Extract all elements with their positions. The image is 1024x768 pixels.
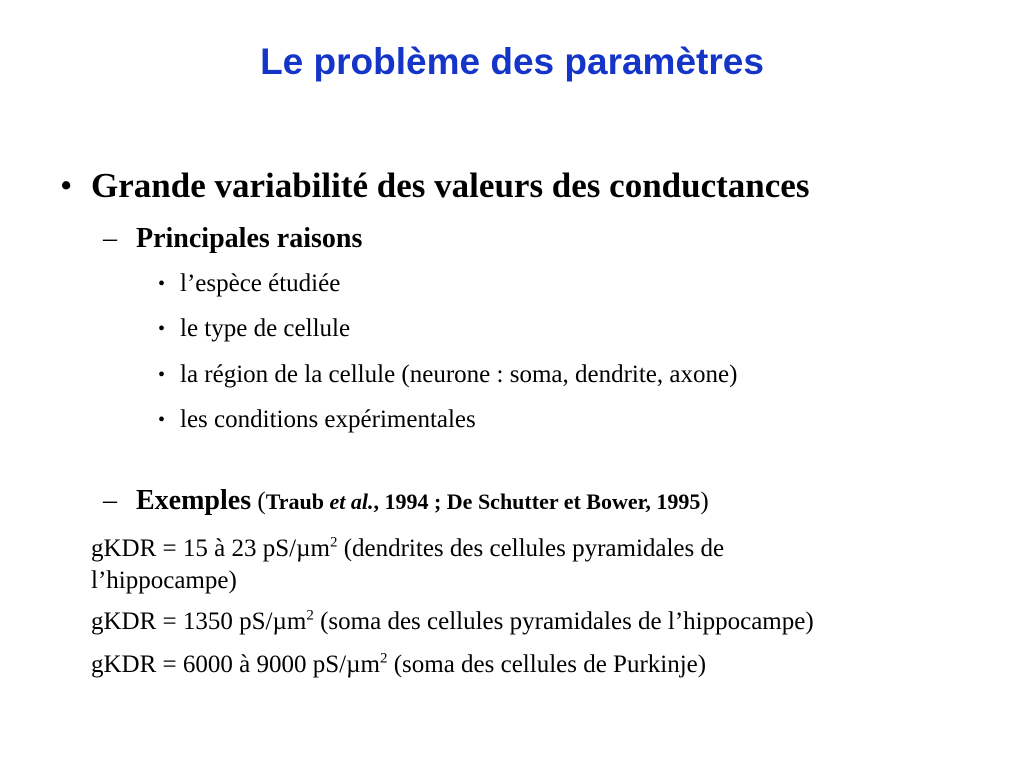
example-unit-exponent: 2 — [306, 607, 314, 624]
dash-marker: – — [103, 485, 117, 516]
example-value: gKDR = 6000 à 9000 pS/µm — [91, 651, 380, 678]
reference-paren-close: ) — [700, 488, 709, 515]
example-line-3 — [91, 648, 706, 681]
example-line-2 — [91, 605, 814, 638]
sub-bullet-marker: • — [158, 409, 166, 431]
example-description: (soma des cellules pyramidales de l’hippocampe) — [313, 608, 814, 635]
main-bullet-text: Grande variabilité des valeurs des conductances — [91, 166, 810, 205]
section-heading-with-reference — [136, 481, 709, 522]
example-line-1 — [91, 532, 724, 565]
slide-title: Le problème des paramètres — [260, 41, 764, 82]
list-item-text: le type de cellule — [180, 315, 351, 342]
reference-etal: et al. — [329, 489, 374, 514]
example-unit-exponent: 2 — [329, 534, 338, 551]
example-description: (dendrites des cellules pyramidales de — [337, 535, 725, 562]
sub-bullet-marker: • — [158, 318, 166, 340]
reference-author: Traub — [265, 489, 330, 514]
sub-bullet-marker: • — [158, 364, 166, 386]
example-value: gKDR = 1350 pS/µm — [91, 608, 307, 635]
section-heading: Principales raisons — [136, 223, 363, 254]
list-item-text: la région de la cellule (neurone : soma, dendrite, axone) — [180, 361, 738, 388]
reference-rest: , 1994 ; De Schutter et Bower, 1995 — [373, 489, 701, 514]
list-item-text: les conditions expérimentales — [180, 406, 476, 433]
example-unit-exponent: 2 — [379, 650, 388, 667]
bullet-marker: • — [60, 166, 73, 205]
list-item-text: l’espèce étudiée — [180, 270, 341, 297]
example-line-1-continuation: l’hippocampe) — [91, 567, 237, 594]
reference-paren-open: ( — [251, 488, 266, 515]
dash-marker: – — [103, 223, 117, 254]
sub-bullet-marker: • — [158, 273, 166, 295]
example-description: (soma des cellules de Purkinje) — [387, 651, 707, 678]
section-heading: Exemples — [136, 485, 252, 516]
example-value: gKDR = 15 à 23 pS/µm — [91, 535, 330, 562]
